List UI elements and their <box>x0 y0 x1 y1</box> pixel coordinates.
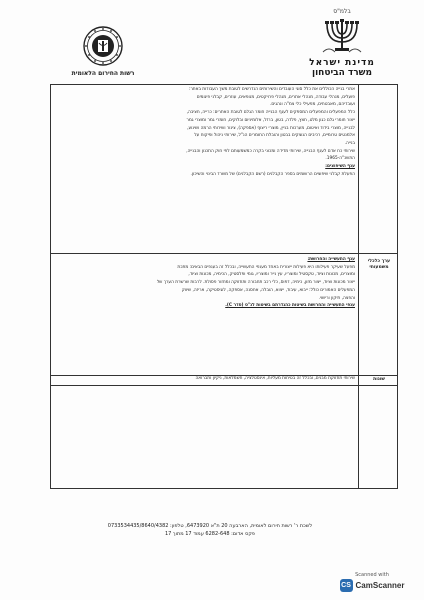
row-construction-content <box>55 87 355 179</box>
construction-line-5: ייצור חומרי גלם כגון מלט, חצץ, פלדה, בטון, ברזל, אלומיניום ובלוקים, חומרי גמר ומוצרי גמר <box>186 117 355 123</box>
camscanner-logo-icon: CS <box>340 579 353 592</box>
construction-line-9: שירותי כח אדם לענף הבנייה, שירותי מדידה ומכוני בקרה כמשמעותם לפי חוק התכנון והבנייה, <box>186 148 355 154</box>
ministry-name: משרד הביטחון <box>312 68 372 78</box>
row-industry-content <box>55 257 355 311</box>
camscanner-badge <box>332 579 412 592</box>
ministry-header <box>282 8 402 78</box>
page-footer <box>60 522 360 538</box>
industry-line-4: המפעלים האמורים כולל: ייבוא, עיבוד, ייצוא, הובלה, אחסנה, אספקה, לוגיסטיקה, אריזה, שיווק <box>181 287 355 293</box>
state-name: מדינת ישראל <box>309 58 375 68</box>
construction-line-6: לבנייה, מוצרי בידוד ואיטום, מערכות בניין, מוצרי ריצוף (אספקה), צינור ושירותי הרמה ושינוע, <box>187 125 355 131</box>
renovation-heading: ענף השיפוצים: <box>325 164 355 170</box>
authority-header <box>58 26 148 77</box>
camscanner-brand: CamScanner <box>355 581 405 590</box>
industry-line-5: והפצה, תיקון ורישוי. <box>318 295 355 301</box>
footer-address: לשכת ר' רשות חירום לאומית, הארבעה 20 ת"א 6473920, טלפון: 0733534435/8640/4382 <box>107 523 313 529</box>
menorah-emblem-icon <box>321 16 363 56</box>
construction-line-2: פועלים, מנהלי עבודה, מנהלי אתרים, מנהלי פרויקטים, מנופאים, עוזרים, קבלני פיגומים <box>196 94 355 100</box>
row-divider-1 <box>51 253 397 254</box>
authority-name: רשות החירום הלאומית <box>71 70 135 77</box>
row-divider-3 <box>51 385 397 386</box>
construction-line-8: בנייה. <box>344 140 355 146</box>
industry-line-1: מפעל שעיקר פעילותו היא פעילות ייצורית באחד מענפי התעשייה, ובכלל זה בענפים הבאים: מתכת <box>177 264 355 270</box>
sectors-table <box>50 84 398 489</box>
row-industry-label: ערך כלכלי משמעותי <box>367 259 391 270</box>
construction-line-1: אתרי בנייה הכוללים את כלל סוגי העובדים והשירותים הנדרשים לטובת משך העבודות באתר: <box>188 87 355 92</box>
authority-seal-icon <box>83 26 123 66</box>
industry-line-2: ומוצרים, מכונות וציוד, טקסטיל ומוצריו, עץ נייר ומוצריו, גומי ופלסטיק, הכימיה, מכונות וציוד, <box>188 272 355 278</box>
construction-line-7: אלמנטים טרומיים, רכיבים הנוצקים בבטון והובלת החומרים הנ"ל, שירותי ניהול ופיקוח על <box>194 133 355 139</box>
scanned-with-caption: Scanned with <box>355 572 389 578</box>
construction-line-4: כלל המפעלים והמפעלים המספקים לענף הבנייה חומר הגלם לטובת האתרים: כרייה, חציבה, <box>186 110 355 116</box>
industry-heading: ענף התעשייה והחרושת: <box>307 257 355 262</box>
classification-tag: בלמ"ס <box>333 8 351 15</box>
footer-fax-page: פקס אדום: 6282-648 עמוד 17 מתוך 17 <box>164 531 256 537</box>
row-misc-label: שונות <box>373 377 385 382</box>
renovation-text: הפעלת קבלני שיפוצים הרשומים בספר הקבלנים (רשם הקבלנים) של משרד הבינוי והשיכון. <box>190 171 355 177</box>
column-divider <box>358 85 359 488</box>
row-misc-content: שירותי תחזוקת מבנים, ובכלל זה בטיחות מעליות, אינסטלציה, חשמלאות, ניקיון ותברואה <box>195 376 355 381</box>
construction-line-3: ועובדיהם, מאבטחים, מפעילי כלי צמ"ה ונהגים. <box>270 102 355 108</box>
industry-note: ענפי התעשייה והחרושת בשיטות כהגדרתם בשיטות לנ"ס (סדר C). <box>225 303 355 309</box>
construction-line-10: התשכ"ה-1965. <box>325 156 355 162</box>
industry-line-3: ייצור מכונות וציוד, ייצור מזון, כימיה, דפוס, כלי רכב תחבורה ותחזוקה ומחזור פסולת. לרבות שרשרת הערך של <box>156 280 355 286</box>
camscanner-watermark <box>332 572 412 596</box>
